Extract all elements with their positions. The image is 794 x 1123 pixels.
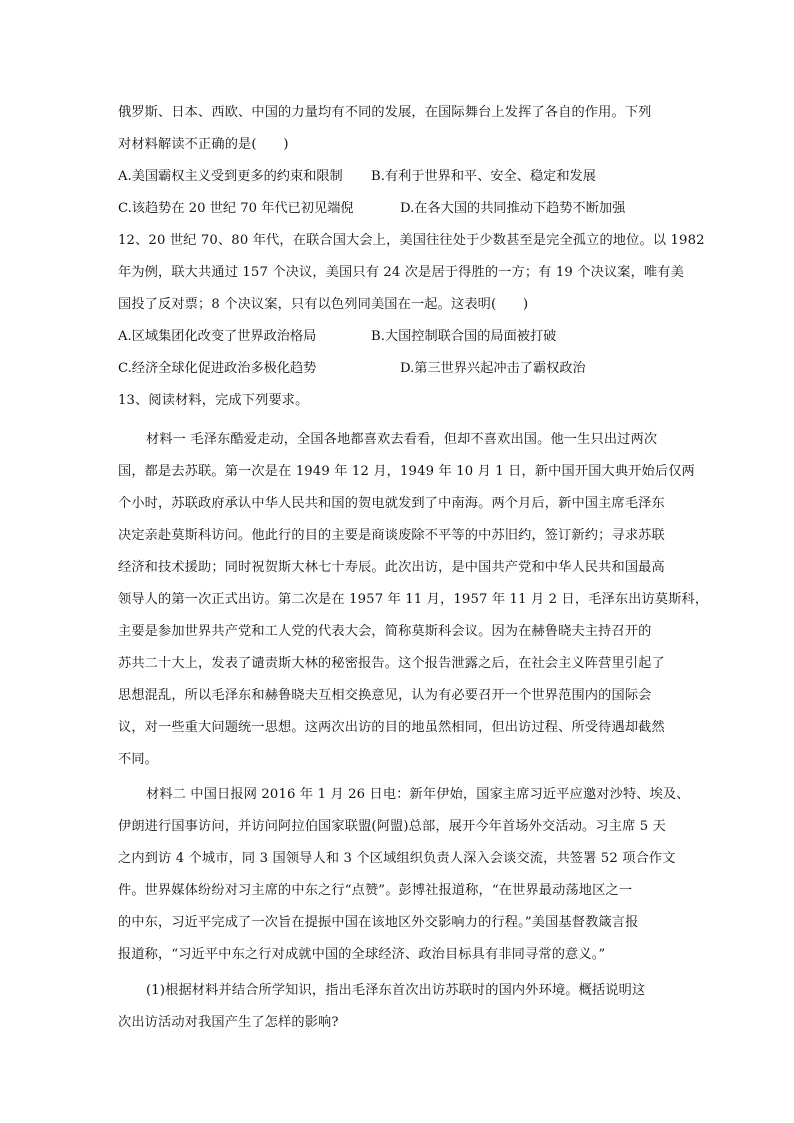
- material-2-line: 报道称，“习近平中东之行对成就中国的全球经济、政治目标具有非同寻常的意义。”: [118, 947, 606, 962]
- material-1-line: 思想混乱，所以毛泽东和赫鲁晓夫互相交换意见，认为有必要召开一个世界范围内的国际会: [118, 688, 652, 703]
- q11-stem-line-2: 对材料解读不正确的是( ): [118, 137, 289, 152]
- material-1-line: 决定亲赴莫斯科访问。他此行的目的主要是商谈废除不平等的中苏旧约，签订新约；寻求苏联: [118, 528, 665, 543]
- q11-option-d: D.在各大国的共同推动下趋势不断加强: [400, 201, 626, 216]
- material-1-line: 经济和技术援助；同时祝贺斯大林七十寿辰。此次出访，是中国共产党和中华人民共和国最高: [118, 560, 665, 575]
- q13-intro: 13、阅读材料，完成下列要求。: [118, 393, 309, 408]
- q11-option-c: C.该趋势在 20 世纪 70 年代已初见端倪: [118, 201, 354, 216]
- material-1-line: 不同。: [118, 752, 159, 767]
- q12-option-a: A.区域集团化改变了世界政治格局: [118, 329, 317, 344]
- material-1-line: 国，都是去苏联。第一次是在 1949 年 12 月，1949 年 10 月 1 日，新中国开国大典开始后仅两: [118, 464, 695, 479]
- sub-question-1-line: 次出访活动对我国产生了怎样的影响?: [118, 1015, 339, 1030]
- q11-option-b: B.有利于世界和平、安全、稳定和发展: [371, 169, 596, 184]
- material-2-line: 伊朗进行国事访问，并访问阿拉伯国家联盟(阿盟)总部，展开今年首场外交活动。习主席 5 天: [118, 819, 666, 834]
- material-2-line: 之内到访 4 个城市，同 3 国领导人和 3 个区域组织负责人深入会谈交流，共签署 52 项合作文: [118, 851, 676, 866]
- q12-option-d: D.第三世界兴起冲击了霸权政治: [400, 361, 586, 376]
- q12-stem-line-1: 12、20 世纪 70、80 年代，在联合国大会上，美国往往处于少数甚至是完全孤立的地位。以 1982: [118, 233, 705, 248]
- material-1-line: 主要是参加世界共产党和工人党的代表大会，简称莫斯科会议。因为在赫鲁晓夫主持召开的: [118, 624, 652, 639]
- q12-stem-line-3: 国投了反对票；8 个决议案，只有以色列同美国在一起。这表明( ): [118, 297, 529, 312]
- sub-question-1-line: (1)根据材料并结合所学知识，指出毛泽东首次出访苏联时的国内外环境。概括说明这: [146, 983, 646, 998]
- material-2-line: 件。世界媒体纷纷对习主席的中东之行“点赞”。彭博社报道称，“在世界最动荡地区之一: [118, 883, 633, 898]
- q12-option-c: C.经济全球化促进政治多极化趋势: [118, 361, 317, 376]
- material-1-line: 个小时，苏联政府承认中华人民共和国的贺电就发到了中南海。两个月后，新中国主席毛泽东: [118, 496, 665, 511]
- material-1-line: 材料一 毛泽东酷爱走动，全国各地都喜欢去看看，但却不喜欢出国。他一生只出过两次: [146, 432, 658, 447]
- q12-option-b: B.大国控制联合国的局面被打破: [371, 329, 557, 344]
- material-2-line: 的中东，习近平完成了一次旨在提振中国在该地区外交影响力的行程。”美国基督教箴言报: [118, 915, 639, 930]
- material-1-line: 苏共二十大上，发表了谴责斯大林的秘密报告。这个报告泄露之后，在社会主义阵营里引起了: [118, 656, 665, 671]
- q11-stem-line-1: 俄罗斯、日本、西欧、中国的力量均有不同的发展，在国际舞台上发挥了各自的作用。下列: [118, 105, 652, 120]
- material-1-line: 领导人的第一次正式出访。第二次是在 1957 年 11 月，1957 年 11 月 2 日，毛泽东出访莫斯科，: [118, 592, 709, 607]
- q11-option-a: A.美国霸权主义受到更多的约束和限制: [118, 169, 343, 184]
- q12-stem-line-2: 年为例，联大共通过 157 个决议，美国只有 24 次是居于得胜的一方；有 19 个决议案，唯有美: [118, 265, 684, 280]
- material-1-line: 议，对一些重大问题统一思想。这两次出访的目的地虽然相同，但出访过程、所受待遇却截然: [118, 720, 665, 735]
- material-2-line: 材料二 中国日报网 2016 年 1 月 26 日电：新年伊始，国家主席习近平应邀对沙特、埃及、: [146, 787, 690, 802]
